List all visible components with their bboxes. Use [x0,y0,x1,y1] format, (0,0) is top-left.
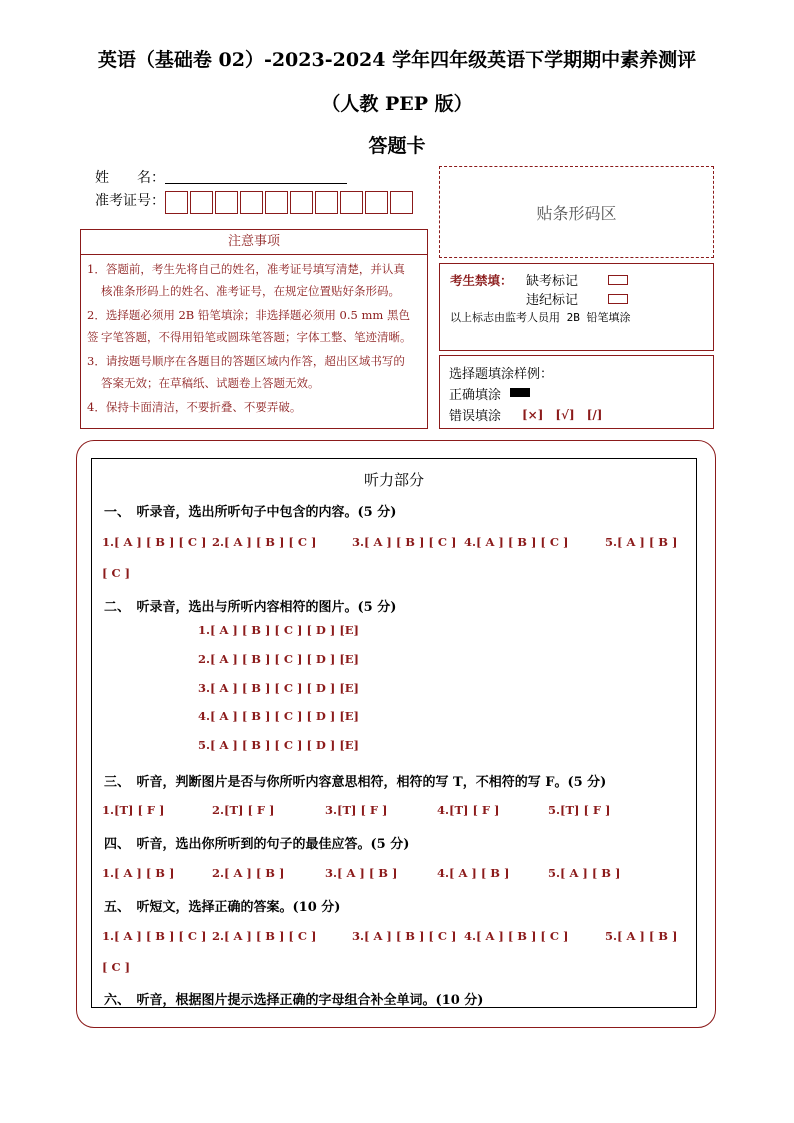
page-title: 英语（基础卷 02）-2023-2024 学年四年级英语下学期期中素养测评 [97,49,697,71]
exam-id-cell[interactable] [265,191,288,214]
notice-item: 字笔答题，不得用铅笔或圆珠笔答题；字体工整、笔迹清晰。 [101,330,412,344]
listening-title: 听力部分 [363,471,424,489]
answer-choice-row[interactable]: 4.[ A ] [ B ] [437,866,510,880]
answer-choice-row[interactable]: 4.[T] [ F ] [437,803,500,817]
violation-label: 违纪标记 [526,293,579,308]
answer-choice-row[interactable]: 1.[ A ] [ B ] [ C ] [102,929,207,943]
name-label: 姓 名： [95,170,165,186]
exam-id-cell[interactable] [165,191,188,214]
page-subtitle: （人教 PEP 版） [321,93,473,115]
answer-choice-row[interactable]: 2.[ A ] [ B ] [ C ] [212,535,317,549]
answer-choice-row[interactable]: 1.[ A ] [ B ] [102,866,175,880]
exam-id-cell[interactable] [365,191,388,214]
section-4-heading: 四、 听音，选出你所听到的句子的最佳应答。(5 分) [104,837,410,852]
name-field[interactable] [165,183,347,184]
wrong-fill-samples: [×] [√] [/] [522,408,603,422]
answer-choice-row[interactable]: 1.[T] [ F ] [102,803,165,817]
answer-choice-row[interactable]: 2.[T] [ F ] [212,803,275,817]
answer-choice-row[interactable]: [ C ] [102,566,131,580]
exam-id-cell[interactable] [190,191,213,214]
correct-fill-sample [510,388,530,397]
answer-choice-row[interactable]: 2.[ A ] [ B ] [ C ] [ D ] [E] [198,652,359,666]
sample-title: 选择题填涂样例： [449,367,554,382]
exam-id-cell[interactable] [215,191,238,214]
answer-choice-row[interactable]: 5.[ A ] [ B ] [605,929,678,943]
section-2-heading: 二、 听录音，选出与所听内容相符的图片。(5 分) [104,600,397,615]
barcode-area [439,166,714,258]
exam-id-cell[interactable] [290,191,313,214]
answer-choice-row[interactable]: 2.[ A ] [ B ] [ C ] [212,929,317,943]
answer-choice-row[interactable]: [ C ] [102,960,131,974]
forbidden-label: 考生禁填： [450,273,513,288]
notice-item: 2．选择题必须用 2B 铅笔填涂；非选择题必须用 0.5 mm 黑色签 [87,308,410,344]
section-6-heading: 六、 听音，根据图片提示选择正确的字母组合补全单词。(10 分) [104,993,484,1008]
wrong-fill-label: 错误填涂 [449,409,502,424]
answer-choice-row[interactable]: 5.[ A ] [ B ] [548,866,621,880]
answer-choice-row[interactable]: 1.[ A ] [ B ] [ C ] [ D ] [E] [198,623,359,637]
violation-mark-box[interactable] [608,294,628,304]
exam-id-label: 准考证号： [95,193,165,209]
forbidden-note: 以上标志由监考人员用 2B 铅笔填涂 [450,311,631,324]
answer-choice-row[interactable]: 3.[ A ] [ B ] [ C ] [ D ] [E] [198,681,359,695]
exam-id-cell[interactable] [240,191,263,214]
answer-choice-row[interactable]: 3.[ A ] [ B ] [ C ] [352,929,457,943]
notice-box [80,229,428,429]
notice-title: 注意事项 [81,230,427,255]
answer-choice-row[interactable]: 5.[ A ] [ B ] [605,535,678,549]
forbidden-box [439,263,714,351]
answer-choice-row[interactable]: 4.[ A ] [ B ] [ C ] [464,929,569,943]
answer-choice-row[interactable]: 2.[ A ] [ B ] [212,866,285,880]
exam-id-boxes[interactable] [165,191,415,215]
section-1-heading: 一、 听录音，选出所听句子中包含的内容。(5 分) [104,505,397,520]
answer-choice-row[interactable]: 3.[ A ] [ B ] [325,866,398,880]
correct-fill-label: 正确填涂 [449,388,502,403]
answer-choice-row[interactable]: 4.[ A ] [ B ] [ C ] [464,535,569,549]
section-5-heading: 五、 听短文，选择正确的答案。(10 分) [104,900,341,915]
notice-item: 3．请按题号顺序在各题目的答题区域内作答，超出区域书写的 [87,354,405,368]
answer-choice-row[interactable]: 4.[ A ] [ B ] [ C ] [ D ] [E] [198,709,359,723]
notice-item: 1．答题前，考生先将自己的姓名，准考证号填写清楚，并认真 [87,262,405,276]
exam-id-cell[interactable] [315,191,338,214]
exam-id-cell[interactable] [390,191,413,214]
answer-choice-row[interactable]: 3.[T] [ F ] [325,803,388,817]
notice-item: 答案无效；在草稿纸、试题卷上答题无效。 [101,376,320,390]
sample-box [439,355,714,429]
exam-id-cell[interactable] [340,191,363,214]
answer-choice-row[interactable]: 5.[T] [ F ] [548,803,611,817]
barcode-label: 贴条形码区 [536,204,617,223]
section-3-heading: 三、 听音，判断图片是否与你所听内容意思相符，相符的写 T，不相符的写 F。(5 分) [104,775,607,790]
answer-choice-row[interactable]: 5.[ A ] [ B ] [ C ] [ D ] [E] [198,738,359,752]
listening-section [91,458,697,1008]
answer-sheet-title: 答题卡 [368,135,426,157]
absent-label: 缺考标记 [526,274,579,289]
notice-item: 核准条形码上的姓名、准考证号，在规定位置贴好条形码。 [101,284,400,298]
answer-choice-row[interactable]: 1.[ A ] [ B ] [ C ] [102,535,207,549]
absent-mark-box[interactable] [608,275,628,285]
notice-item: 4．保持卡面清洁，不要折叠、不要弄破。 [87,400,302,414]
answer-choice-row[interactable]: 3.[ A ] [ B ] [ C ] [352,535,457,549]
